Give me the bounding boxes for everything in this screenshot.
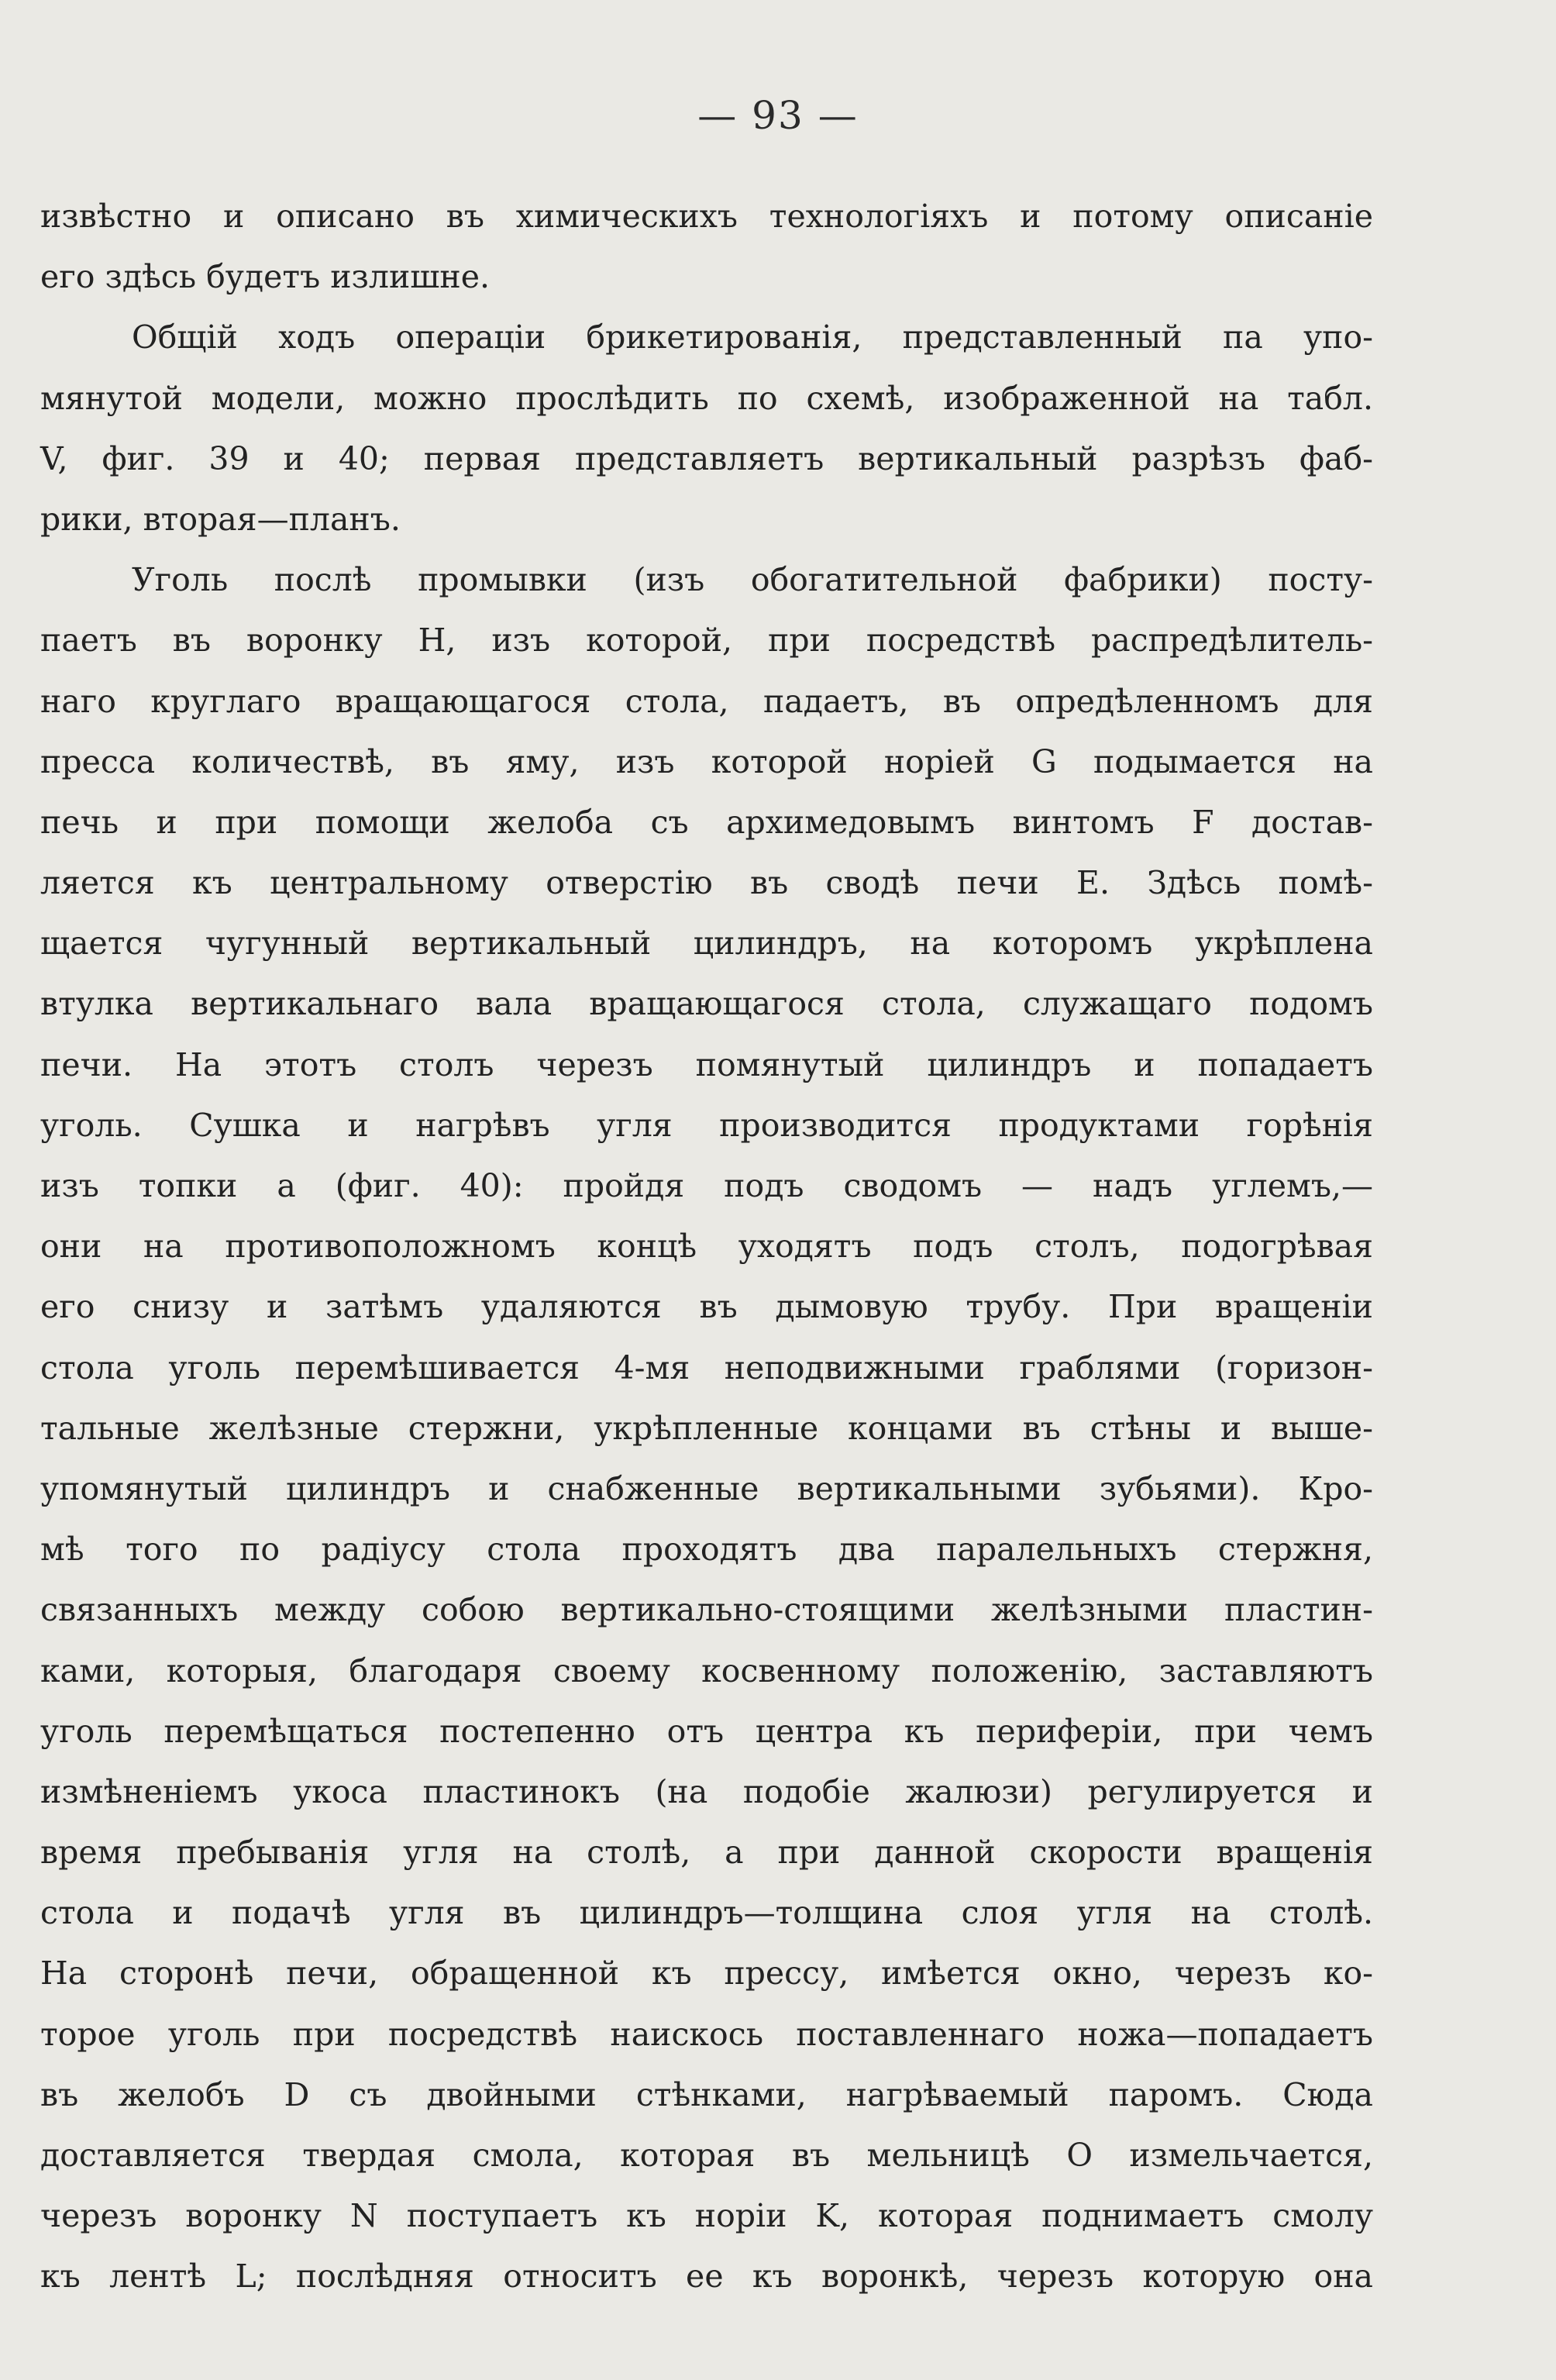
page-number: — 93 —: [697, 93, 859, 138]
text-line: доставляется твердая смола, которая въ мельницѣ O измельчается,: [40, 2137, 1373, 2174]
text-line: Уголь послѣ промывки (изъ обогатительной фабрики) посту-: [132, 561, 1373, 599]
text-line: упомянутый цилиндръ и снабженные вертикальными зубьями). Кро-: [40, 1469, 1373, 1507]
text-line: стола уголь перемѣшивается 4-мя неподвижными граблями (горизон-: [40, 1348, 1373, 1386]
text-line: печь и при помощи желоба съ архимедовымъ винтомъ F достав-: [40, 803, 1373, 841]
text-line: Общій ходъ операціи брикетированія, представленный па упо-: [132, 319, 1373, 356]
text-line: V, фиг. 39 и 40; первая представляетъ вертикальный разрѣзъ фаб-: [40, 439, 1373, 477]
text-line: они на противоположномъ концѣ уходятъ подъ столъ, подогрѣвая: [40, 1228, 1373, 1266]
text-line: рики, вторая—планъ.: [40, 500, 401, 538]
text-line: изъ топки a (фиг. 40): пройдя подъ сводомъ — надъ углемъ,—: [40, 1167, 1373, 1204]
text-line: паетъ въ воронку H, изъ которой, при посредствѣ распредѣлитель-: [40, 622, 1373, 660]
text-line: ляется къ центральному отверстію въ сводѣ печи E. Здѣсь помѣ-: [40, 864, 1373, 902]
text-line: его здѣсь будетъ излишне.: [40, 258, 491, 296]
text-line: связанныхъ между собою вертикально-стоящими желѣзными пластин-: [40, 1591, 1373, 1629]
text-line: торое уголь при посредствѣ наискось поставленнаго ножа—попадаетъ: [40, 2015, 1373, 2053]
text-line: печи. На этотъ столъ черезъ помянутый цилиндръ и попадаетъ: [40, 1045, 1373, 1083]
text-line: втулка вертикальнаго вала вращающагося стола, служащаго подомъ: [40, 985, 1373, 1023]
text-line: его снизу и затѣмъ удаляются въ дымовую трубу. При вращеніи: [40, 1288, 1373, 1326]
text-line: время пребыванія угля на столѣ, а при данной скорости вращенія: [40, 1834, 1373, 1872]
text-line: въ желобъ D съ двойными стѣнками, нагрѣваемый паромъ. Сюда: [40, 2075, 1373, 2113]
text-line: стола и подачѣ угля въ цилиндръ—толщина слоя угля на столѣ.: [40, 1894, 1373, 1932]
text-line: пресса количествѣ, въ яму, изъ которой норіей G подымается на: [40, 742, 1373, 780]
text-line: ками, которыя, благодаря своему косвенному положенію, заставляютъ: [40, 1652, 1373, 1689]
text-line: наго круглаго вращающагося стола, падаетъ, въ опредѣленномъ для: [40, 682, 1373, 720]
text-line: щается чугунный вертикальный цилиндръ, на которомъ укрѣплена: [40, 925, 1373, 963]
text-line: мянутой модели, можно прослѣдить по схемѣ, изображенной на табл.: [40, 379, 1373, 417]
text-line: къ лентѣ L; послѣдняя относитъ ее къ воронкѣ, черезъ которую она: [40, 2258, 1373, 2296]
text-line: мѣ того по радіусу стола проходятъ два паралельныхъ стержня,: [40, 1531, 1373, 1569]
text-line: извѣстно и описано въ химическихъ технологіяхъ и потому описаніе: [40, 198, 1373, 235]
text-line: уголь перемѣщаться постепенно отъ центра къ периферіи, при чемъ: [40, 1712, 1373, 1750]
text-line: На сторонѣ печи, обращенной къ прессу, имѣется окно, черезъ ко-: [40, 1955, 1373, 1993]
text-line: черезъ воронку N поступаетъ къ норіи K, которая поднимаетъ смолу: [40, 2197, 1373, 2235]
text-line: уголь. Сушка и нагрѣвъ угля производится продуктами горѣнія: [40, 1106, 1373, 1144]
text-line: тальные желѣзные стержни, укрѣпленные концами въ стѣны и выше-: [40, 1409, 1373, 1447]
text-line: измѣненіемъ укоса пластинокъ (на подобіе жалюзи) регулируется и: [40, 1772, 1373, 1810]
body-text: [40, 186, 1373, 2307]
